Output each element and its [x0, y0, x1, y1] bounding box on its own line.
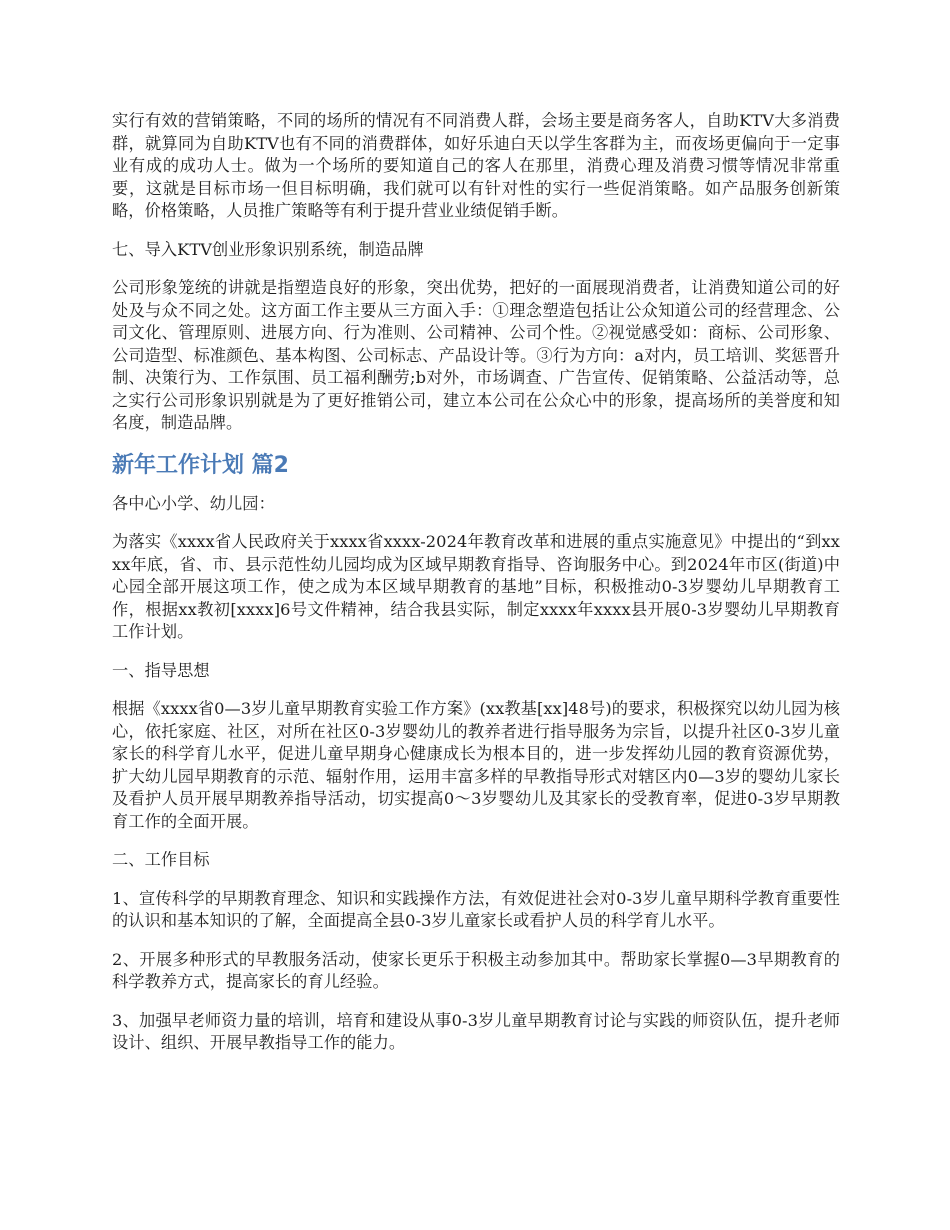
goal-item-3: 3、加强早老师资力量的培训，培育和建设从事0-3岁儿童早期教育讨论与实践的师资队伍，提升老师设计、组织、开展早教指导工作的能力。	[112, 1010, 840, 1052]
section-heading-goals: 二、工作目标	[112, 850, 210, 869]
plan-heading: 新年工作计划 篇2	[112, 452, 289, 478]
goal-item-1: 1、宣传科学的早期教育理念、知识和实践操作方法，有效促进社会对0-3岁儿童早期科学教育重要性的认识和基本知识的了解，全面提高全县0-3岁儿童家长或看护人员的科学育儿水平。	[112, 888, 840, 930]
paragraph-purpose: 为落实《xxxx省人民政府关于xxxx省xxxx-2024年教育改革和进展的重点实施意见》中提出的“到xxxx年底，省、市、县示范性幼儿园均成为区域早期教育指导、咨询服务中心。到2024年市区(街道)中心园全部开展这项工作，使之成为本区域早期教育的基地”目标，积极推动0-3岁婴幼儿早期教育工作，根据xx教初[xxxx]6号文件精神，结合我县实际，制定xxxx年xxxx县开展0-3岁婴幼儿早期教育工作计划。	[112, 532, 840, 641]
greeting: 各中心小学、幼儿园：	[112, 493, 275, 513]
section-heading-guiding-thought: 一、指导思想	[112, 660, 210, 680]
paragraph-marketing-strategy: 实行有效的营销策略，不同的场所的情况有不同消费人群，会场主要是商务客人，自助KTV大多消费群，就算同为自助KTV也有不同的消费群体，如好乐迪白天以学生客群为主，而夜场更偏向于一定事业有成的成功人士。做为一个场所的要知道自己的客人在那里，消费心理及消费习惯等情况非常重要，这就是目标市场一但目标明确，我们就可以有针对性的实行一些促消策略。如产品服务创新策略，价格策略，人员推广策略等有利于提升营业业绩促销手断。	[112, 111, 840, 220]
paragraph-corporate-identity: 公司形象笼统的讲就是指塑造良好的形象，突出优势，把好的一面展现消费者，让消费知道公司的好处及与众不同之处。这方面工作主要从三方面入手：①理念塑造包括让公众知道公司的经营理念、公司文化、管理原则、进展方向、行为准则、公司精神、公司个性。②视觉感受如：商标、公司形象、公司造型、标准颜色、基本构图、公司标志、产品设计等。③行为方向：a对内，员工培训、奖惩晋升制、决策行为、工作氛围、员工福利酬劳;b对外，市场调查、广告宣传、促销策略、公益活动等，总之实行公司形象识别就是为了更好推销公司，建立本公司在公众心中的形象，提高场所的美誉度和知名度，制造品牌。	[112, 278, 840, 432]
paragraph-guiding-thought: 根据《xxxx省0—3岁儿童早期教育实验工作方案》(xx教基[xx]48号)的要求，积极探究以幼儿园为核心，依托家庭、社区，对所在社区0-3岁婴幼儿的教养者进行指导服务为宗旨，以提升社区0-3岁儿童家长的科学育儿水平，促进儿童早期身心健康成长为根本目的，进一步发挥幼儿园的教育资源优势，扩大幼儿园早期教育的示范、辐射作用，运用丰富多样的早教指导形式对辖区内0—3岁的婴幼儿家长及看护人员开展早期教养指导活动，切实提高0～3岁婴幼儿及其家长的受教育率，促进0-3岁早期教育工作的全面开展。	[112, 699, 840, 831]
goal-item-2: 2、开展多种形式的早教服务活动，使家长更乐于积极主动参加其中。帮助家长掌握0—3早期教育的科学教养方式，提高家长的育儿经验。	[112, 949, 840, 991]
document-page	[112, 110, 840, 1071]
section-heading-brand: 七、导入KTV创业形象识别系统，制造品牌	[112, 239, 424, 259]
